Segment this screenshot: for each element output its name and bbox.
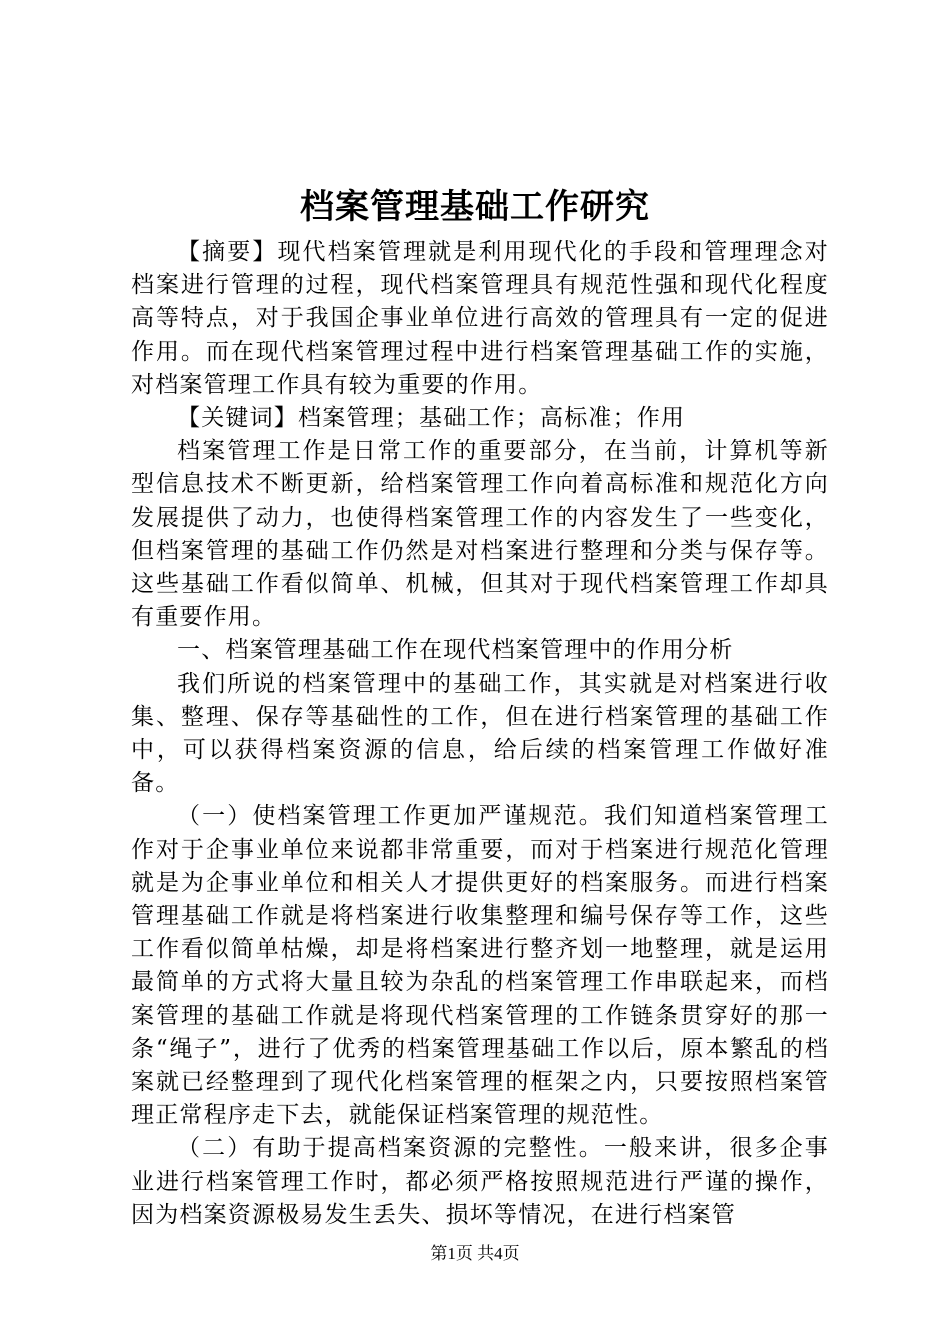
page-number-footer: 第1页 共4页 xyxy=(430,1244,520,1263)
body-paragraph: （二）有助于提高档案资源的完整性。一般来讲，很多企事业进行档案管理工作时，都必须严格按照规范进行严谨的操作，因为档案资源极易发生丢失、损坏等情况，在进行档案管 xyxy=(131,1135,829,1228)
abstract-paragraph: 【摘要】现代档案管理就是利用现代化的手段和管理理念对档案进行管理的过程，现代档案管理具有规范性强和现代化程度高等特点，对于我国企事业单位进行高效的管理具有一定的促进作用。而在现代档案管理过程中进行档案管理基础工作的实施，对档案管理工作具有较为重要的作用。 xyxy=(131,239,829,398)
body-paragraph: 我们所说的档案管理中的基础工作，其实就是对档案进行收集、整理、保存等基础性的工作，但在进行档案管理的基础工作中，可以获得档案资源的信息，给后续的档案管理工作做好准备。 xyxy=(131,670,829,797)
keywords-paragraph: 【关键词】档案管理；基础工作；高标准；作用 xyxy=(177,405,686,432)
document-body xyxy=(131,236,829,1232)
document-title: 档案管理基础工作研究 xyxy=(300,187,650,227)
section-heading: 一、档案管理基础工作在现代档案管理中的作用分析 xyxy=(177,637,734,664)
body-paragraph: （一）使档案管理工作更加严谨规范。我们知道档案管理工作对于企事业单位来说都非常重要，而对于档案进行规范化管理就是为企事业单位和相关人才提供更好的档案服务。而进行档案管理基础工作就是将档案进行收集整理和编号保存等工作，这些工作看似简单枯燥，却是将档案进行整齐划一地整理，就是运用最简单的方式将大量且较为杂乱的档案管理工作串联起来，而档案管理的基础工作就是将现代档案管理的工作链条贯穿好的那一条“绳子”，进行了优秀的档案管理基础工作以后，原本繁乱的档案就已经整理到了现代化档案管理的框架之内，只要按照档案管理正常程序走下去，就能保证档案管理的规范性。 xyxy=(131,803,829,1129)
intro-paragraph: 档案管理工作是日常工作的重要部分，在当前，计算机等新型信息技术不断更新，给档案管理工作向着高标准和规范化方向发展提供了动力，也使得档案管理工作的内容发生了一些变化，但档案管理的基础工作仍然是对档案进行整理和分类与保存等。这些基础工作看似简单、机械，但其对于现代档案管理工作却具有重要作用。 xyxy=(131,438,829,631)
